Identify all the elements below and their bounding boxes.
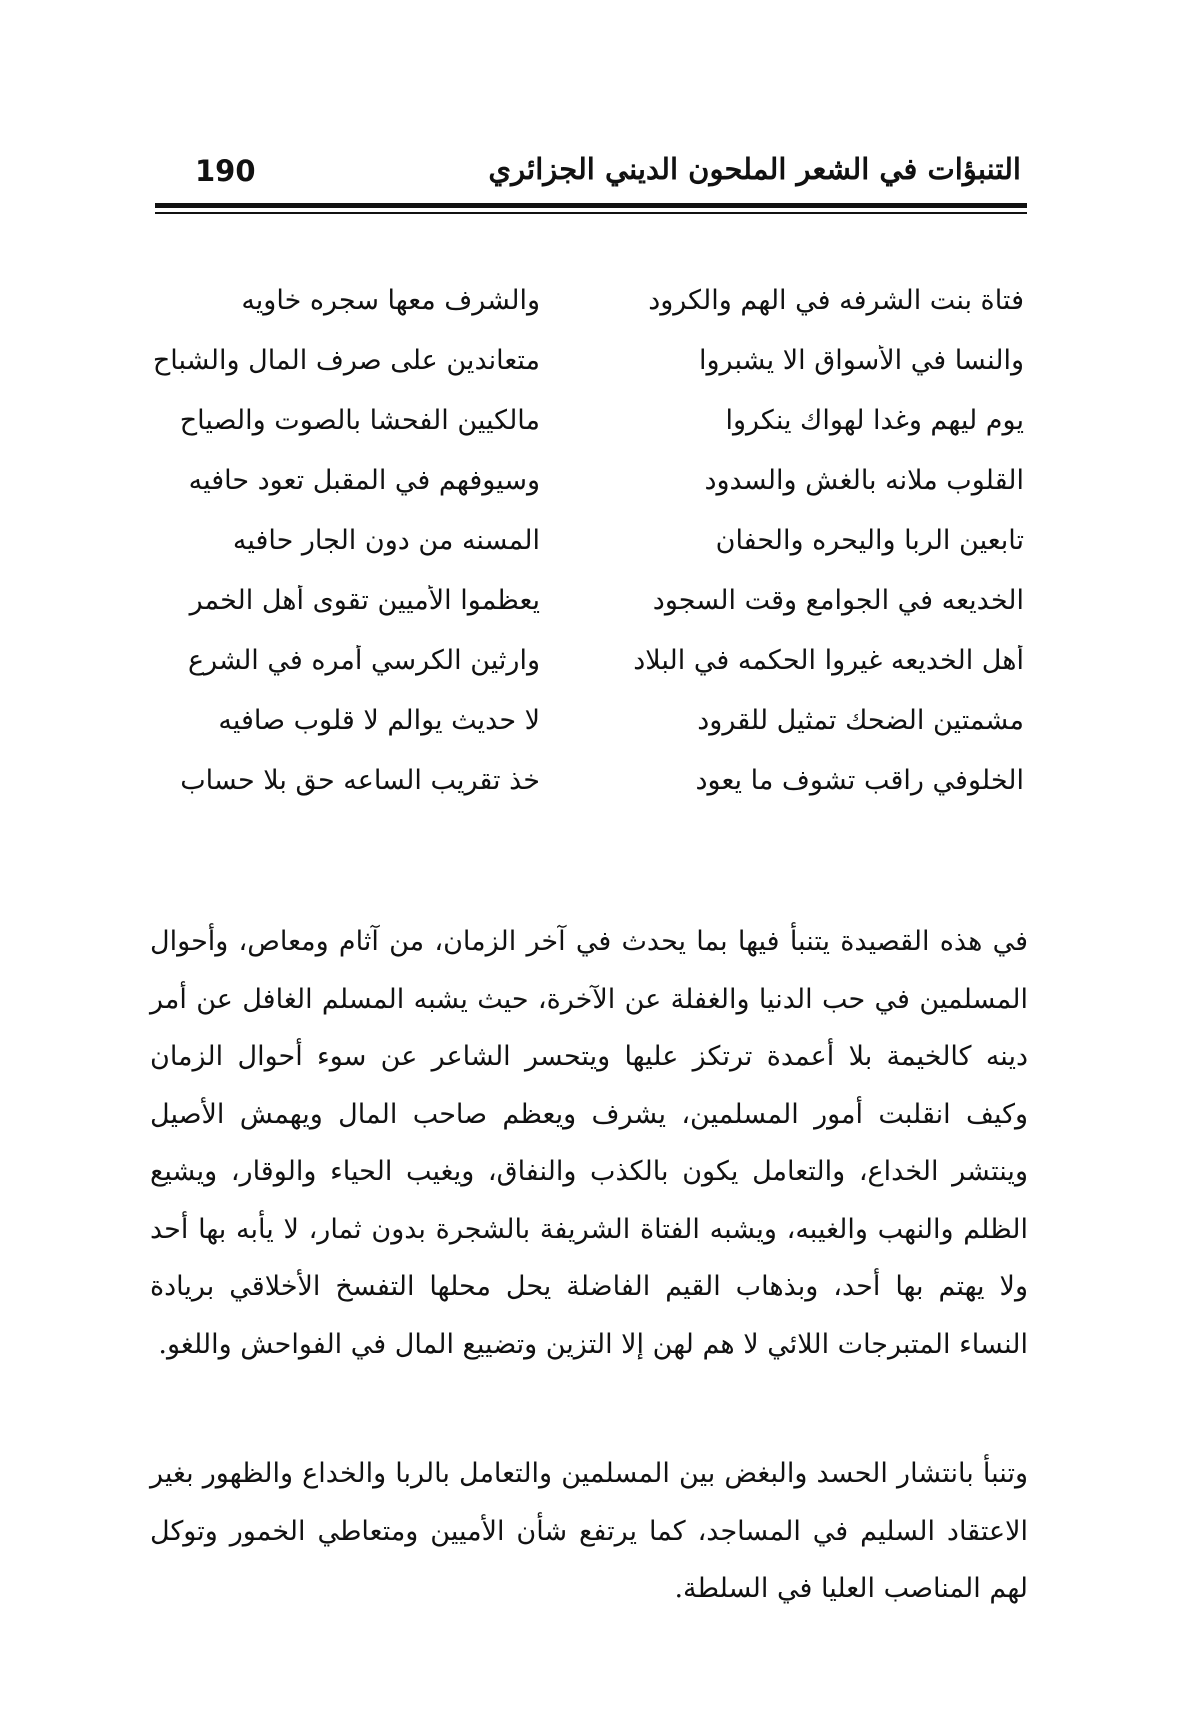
header-rule-thin: [155, 212, 1027, 214]
verse-second-hemistich: المسنه من دون الجار حافيه: [232, 524, 540, 556]
poem: [150, 270, 1030, 810]
verse: [150, 510, 1030, 570]
page-header: [155, 150, 1027, 202]
verse-first-hemistich: أهل الخديعه غيروا الحكمه في البلاد: [633, 644, 1024, 676]
verse-second-hemistich: وسيوفهم في المقبل تعود حافيه: [188, 464, 540, 496]
verse: [150, 630, 1030, 690]
verse-second-hemistich: مالكيين الفحشا بالصوت والصياح: [179, 404, 540, 436]
commentary-paragraph-1: في هذه القصيدة يتنبأ فيها بما يحدث في آخر الزمان، من آثام ومعاص، وأحوال المسلمين في حب الدنيا والغفلة عن الآخرة، حيث يشبه المسلم الغافل عن أمر دينه كالخيمة بلا أعمدة ترتكز عليها ويتحسر الشاعر عن سوء أحوال الزمان وكيف انقلبت أمور المسلمين، يشرف ويعظم صاحب المال ويهمش الأصيل وينتشر الخداع، والتعامل يكون بالكذب والنفاق، ويغيب الحياء والوقار، ويشيع الظلم والنهب والغيبه، ويشبه الفتاة الشريفة بالشجرة بدون ثمار، لا يأبه بها أحد ولا يهتم بها أحد، وبذهاب القيم الفاضلة يحل محلها التفسخ الأخلاقي بريادة النساء المتبرجات اللائي لا هم لهن إلا التزين وتضييع المال في الفواحش واللغو.: [150, 926, 1028, 1360]
verse: [150, 270, 1030, 330]
verse: [150, 570, 1030, 630]
commentary-paragraph-2: وتنبأ بانتشار الحسد والبغض بين المسلمين والتعامل بالربا والخداع والظهور بغير الاعتقاد السليم في المساجد، كما يرتفع شأن الأميين ومتعاطي الخمور وتوكل لهم المناصب العليا في السلطة.: [150, 1458, 1028, 1604]
page-number: 190: [195, 154, 256, 188]
header-rule-thick: [155, 203, 1027, 208]
verse-first-hemistich: الخديعه في الجوامع وقت السجود: [652, 584, 1024, 616]
verse: [150, 450, 1030, 510]
verse-first-hemistich: الخلوفي راقب تشوف ما يعود: [695, 764, 1024, 796]
verse-second-hemistich: وارثين الكرسي أمره في الشرع: [187, 644, 540, 676]
verse-second-hemistich: خذ تقريب الساعه حق بلا حساب: [180, 764, 540, 796]
verse-second-hemistich: يعظموا الأميين تقوى أهل الخمر: [189, 584, 540, 616]
verse-second-hemistich: والشرف معها سجره خاويه: [241, 284, 540, 316]
verse-first-hemistich: والنسا في الأسواق الا يشبروا: [699, 344, 1024, 376]
verse-second-hemistich: لا حديث يوالم لا قلوب صافيه: [218, 704, 540, 736]
verse: [150, 750, 1030, 810]
verse: [150, 390, 1030, 450]
verse-first-hemistich: القلوب ملانه بالغش والسدود: [704, 464, 1024, 496]
verse: [150, 330, 1030, 390]
verse-first-hemistich: يوم ليهم وغدا لهواك ينكروا: [725, 404, 1024, 436]
verse-first-hemistich: تابعين الربا واليحره والحفان: [715, 524, 1024, 556]
verse: [150, 690, 1030, 750]
verse-first-hemistich: مشمتين الضحك تمثيل للقرود: [697, 704, 1024, 736]
verse-first-hemistich: فتاة بنت الشرفه في الهم والكرود: [648, 284, 1024, 316]
running-title: التنبؤات في الشعر الملحون الديني الجزائري: [488, 152, 1021, 186]
verse-second-hemistich: متعاندين على صرف المال والشباح: [152, 344, 540, 376]
